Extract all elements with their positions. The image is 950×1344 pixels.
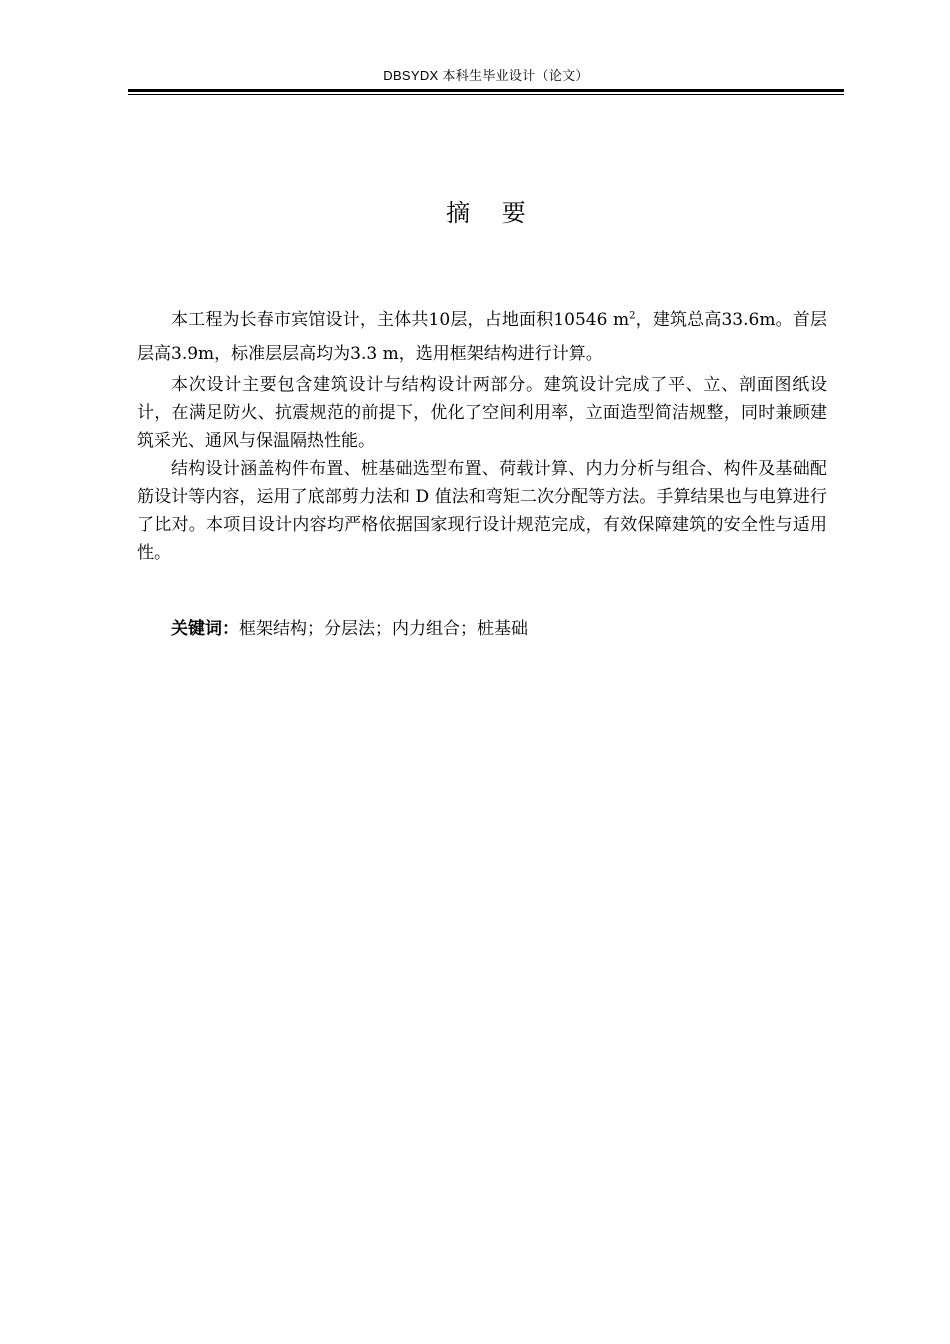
paragraph-1-text-b: ，建筑总高33.6m。首层层高3.9m，标准层层高均为3.3 m，选用框架结构进行计算。 [137, 310, 827, 364]
header-rule-thin [128, 94, 844, 95]
header-rule-thick [128, 89, 844, 92]
abstract-title: 摘 要 [446, 199, 538, 227]
abstract-paragraph-1 [137, 303, 827, 371]
keywords-value: 框架结构；分层法；内力组合；桩基础 [239, 619, 528, 639]
abstract-paragraph-3: 结构设计涵盖构件布置、桩基础选型布置、荷载计算、内力分析与组合、构件及基础配筋设计等内容，运用了底部剪力法和 D 值法和弯矩二次分配等方法。手算结果也与电算进行了比对。本项目设计内容均严格依据国家现行设计规范完成，有效保障建筑的安全性与适用性。 [137, 459, 827, 563]
abstract-body [137, 303, 827, 567]
running-header: DBSYDX 本科生毕业设计（论文） [383, 68, 589, 83]
abstract-paragraph-2: 本次设计主要包含建筑设计与结构设计两部分。建筑设计完成了平、立、剖面图纸设计，在满足防火、抗震规范的前提下，优化了空间利用率，立面造型简洁规整，同时兼顾建筑采光、通风与保温隔热性能。 [137, 375, 827, 451]
paragraph-1-text-a: 本工程为长春市宾馆设计，主体共10层，占地面积10546 m [171, 310, 630, 330]
superscript-exponent: 2 [629, 310, 636, 322]
keywords-line [171, 615, 528, 643]
keywords-label: 关键词： [171, 619, 239, 639]
